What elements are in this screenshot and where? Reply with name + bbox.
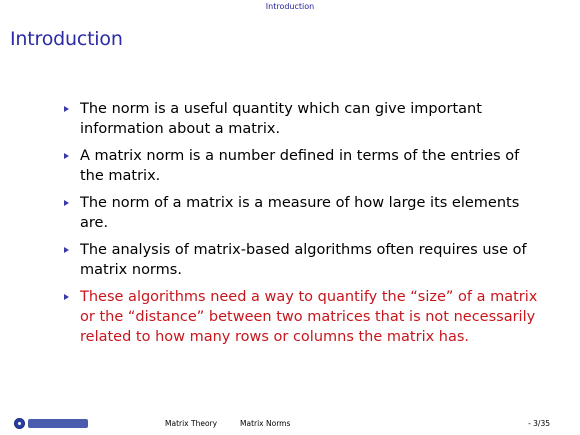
triangle-bullet-icon: [64, 247, 69, 253]
bullet-text: A matrix norm is a number defined in terms of the entries of the matrix.: [80, 148, 520, 184]
footer-short-title: Matrix Theory: [165, 419, 218, 428]
logo-script-icon: [28, 419, 88, 428]
bullet-text: These algorithms need a way to quantify the “size” of a matrix or the “distance” between two matrices that is not necessarily related to how many rows or columns the matrix has.: [80, 289, 538, 345]
footer-page-number: - 3/35: [528, 419, 550, 428]
footer: [0, 415, 580, 435]
bullet-item-alert: [64, 287, 544, 347]
triangle-bullet-icon: [64, 294, 69, 300]
bullet-item: [64, 240, 544, 280]
bullet-item: [64, 146, 544, 186]
logo-emblem-icon: [14, 418, 25, 429]
triangle-bullet-icon: [64, 106, 69, 112]
triangle-bullet-icon: [64, 153, 69, 159]
bullet-text: The norm of a matrix is a measure of how large its elements are.: [80, 195, 520, 231]
bullet-item: [64, 193, 544, 233]
footer-section: Matrix Norms: [240, 419, 291, 428]
triangle-bullet-icon: [64, 200, 69, 206]
header-section-title: Introduction: [265, 2, 315, 11]
university-logo-icon: [14, 417, 88, 429]
bullet-text: The norm is a useful quantity which can give important information about a matrix.: [80, 101, 482, 137]
bullet-text: The analysis of matrix-based algorithms often requires use of matrix norms.: [80, 242, 527, 278]
frame-title: Introduction: [10, 28, 123, 50]
bullet-item: [64, 99, 544, 139]
bullet-list: [64, 99, 544, 354]
